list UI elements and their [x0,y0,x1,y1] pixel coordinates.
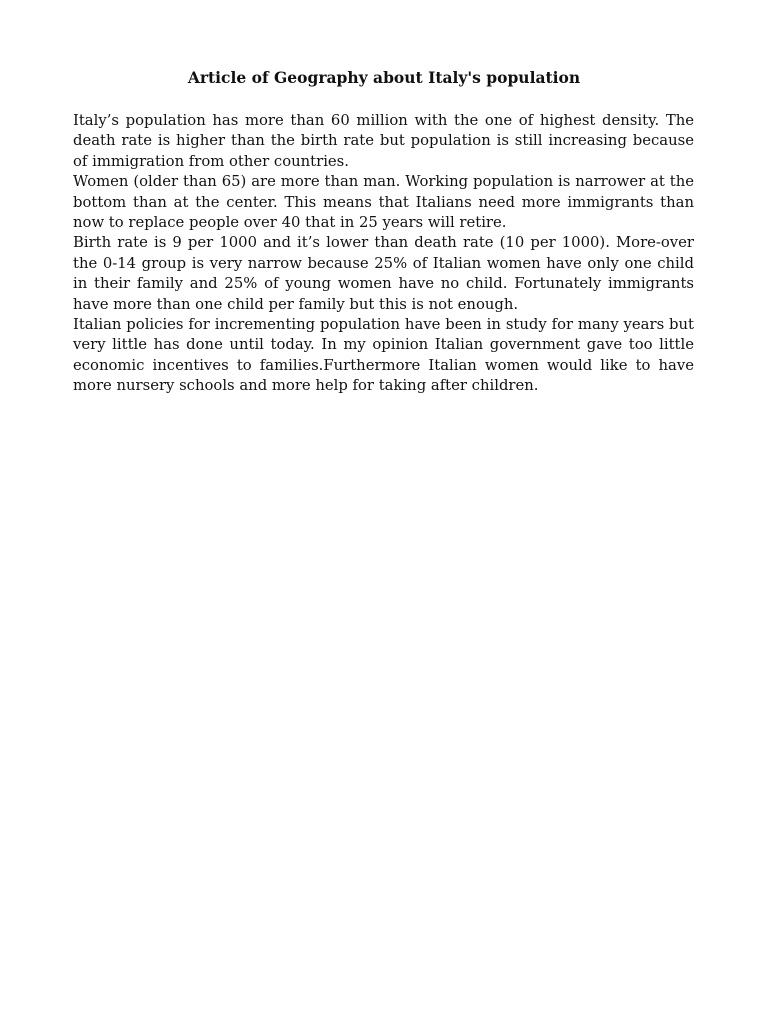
paragraph-4: Italian policies for incrementing population have been in study for many years but very little has done until today. In my opinion Italian government gave too little economic incentives to families.Furthermore Italian women would like to have more nursery schools and more help for taking after children. [73,316,694,395]
document-title: Article of Geography about Italy's population [187,68,581,87]
paragraph-1: Italy’s population has more than 60 million with the one of highest density. The death rate is higher than the birth rate but population is still increasing because of immigration from other countries. [73,112,694,170]
document-body [73,111,694,397]
paragraph-2: Women (older than 65) are more than man. Working population is narrower at the bottom than at the center. This means that Italians need more immigrants than now to replace people over 40 that in 25 years will retire. [73,173,694,232]
paragraph-3: Birth rate is 9 per 1000 and it’s lower than death rate (10 per 1000). More-over the 0-14 group is very narrow because 25% of Italian women have only one child in their family and 25% of young women have no child. Fortunately immigrants have more than one child per family but this is not enough. [73,234,694,313]
